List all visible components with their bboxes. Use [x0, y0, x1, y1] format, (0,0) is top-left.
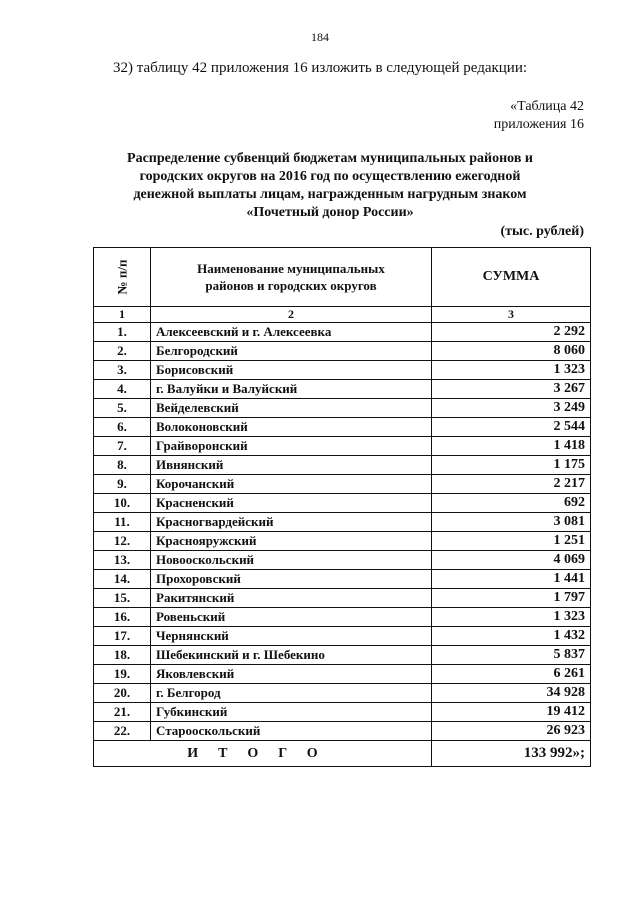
row-number: 13.	[94, 551, 151, 570]
row-name: Грайворонский	[151, 437, 432, 456]
row-value: 8 060	[432, 342, 591, 361]
column-number-1: 1	[94, 307, 151, 323]
row-value: 1 441	[432, 570, 591, 589]
row-number: 18.	[94, 646, 151, 665]
row-value: 3 249	[432, 399, 591, 418]
instruction-text: 32) таблицу 42 приложения 16 изложить в следующей редакции:	[112, 60, 528, 76]
title-line4: «Почетный донор России»	[246, 205, 414, 220]
row-number: 8.	[94, 456, 151, 475]
row-value: 5 837	[432, 646, 591, 665]
row-name: Губкинский	[151, 703, 432, 722]
row-value: 3 267	[432, 380, 591, 399]
table-row	[94, 399, 591, 418]
row-name: Прохоровский	[151, 570, 432, 589]
units-label: (тыс. рублей)	[500, 224, 584, 239]
row-number: 5.	[94, 399, 151, 418]
row-number: 1.	[94, 323, 151, 342]
row-name: г. Валуйки и Валуйский	[151, 380, 432, 399]
row-value: 4 069	[432, 551, 591, 570]
row-number: 16.	[94, 608, 151, 627]
row-name: Ивнянский	[151, 456, 432, 475]
subvention-table	[93, 247, 591, 767]
table-reference-line2: приложения 16	[493, 117, 584, 132]
row-number: 17.	[94, 627, 151, 646]
row-value: 2 292	[432, 323, 591, 342]
row-name: Яковлевский	[151, 665, 432, 684]
row-number: 21.	[94, 703, 151, 722]
row-name: Алексеевский и г. Алексеевка	[151, 323, 432, 342]
total-value: 133 992»;	[432, 741, 591, 767]
row-name: Борисовский	[151, 361, 432, 380]
row-number: 6.	[94, 418, 151, 437]
row-number: 11.	[94, 513, 151, 532]
table-row	[94, 513, 591, 532]
header-num-label: № п/п	[114, 259, 129, 295]
row-name: Краснояружский	[151, 532, 432, 551]
title-line1: Распределение субвенций бюджетам муниципальных районов и	[127, 151, 533, 166]
row-number: 19.	[94, 665, 151, 684]
table-row	[94, 684, 591, 703]
table-header-row	[94, 248, 591, 307]
row-number: 9.	[94, 475, 151, 494]
row-name: Чернянский	[151, 627, 432, 646]
row-name: Красногвардейский	[151, 513, 432, 532]
row-name: Старооскольский	[151, 722, 432, 741]
row-value: 1 323	[432, 361, 591, 380]
table-reference	[494, 98, 584, 134]
column-numbers-row	[94, 307, 591, 323]
row-value: 3 081	[432, 513, 591, 532]
row-number: 7.	[94, 437, 151, 456]
row-value: 6 261	[432, 665, 591, 684]
row-name: Белгородский	[151, 342, 432, 361]
column-number-3: 3	[432, 307, 591, 323]
table-row	[94, 703, 591, 722]
table-row	[94, 342, 591, 361]
row-value: 1 175	[432, 456, 591, 475]
row-name: Ровеньский	[151, 608, 432, 627]
header-sum: СУММА	[432, 248, 591, 307]
table-row	[94, 589, 591, 608]
row-name: Ракитянский	[151, 589, 432, 608]
row-number: 4.	[94, 380, 151, 399]
row-number: 3.	[94, 361, 151, 380]
row-name: Шебекинский и г. Шебекино	[151, 646, 432, 665]
row-value: 1 418	[432, 437, 591, 456]
row-value: 19 412	[432, 703, 591, 722]
row-value: 34 928	[432, 684, 591, 703]
table-row	[94, 418, 591, 437]
table-reference-line1: «Таблица 42	[510, 99, 584, 114]
total-label: ИТОГО	[94, 741, 432, 767]
row-number: 12.	[94, 532, 151, 551]
table-row	[94, 551, 591, 570]
header-name	[151, 248, 432, 307]
page-number: 184	[311, 30, 329, 44]
title-line2: городских округов на 2016 год по осуществлению ежегодной	[139, 169, 521, 184]
row-number: 20.	[94, 684, 151, 703]
table-row	[94, 380, 591, 399]
row-number: 15.	[94, 589, 151, 608]
header-name-line1: Наименование муниципальных	[197, 261, 385, 276]
row-value: 2 544	[432, 418, 591, 437]
table-row	[94, 494, 591, 513]
table-row	[94, 456, 591, 475]
table-row	[94, 437, 591, 456]
row-value: 1 797	[432, 589, 591, 608]
total-row	[94, 741, 591, 767]
row-name: Красненский	[151, 494, 432, 513]
row-name: Новооскольский	[151, 551, 432, 570]
table-row	[94, 722, 591, 741]
table-row	[94, 532, 591, 551]
table-row	[94, 665, 591, 684]
row-value: 1 323	[432, 608, 591, 627]
row-number: 10.	[94, 494, 151, 513]
row-value: 1 432	[432, 627, 591, 646]
row-number: 2.	[94, 342, 151, 361]
row-value: 26 923	[432, 722, 591, 741]
row-name: Волоконовский	[151, 418, 432, 437]
row-value: 1 251	[432, 532, 591, 551]
table-row	[94, 475, 591, 494]
table-row	[94, 608, 591, 627]
row-name: Вейделевский	[151, 399, 432, 418]
row-name: г. Белгород	[151, 684, 432, 703]
header-num	[94, 248, 151, 307]
row-number: 22.	[94, 722, 151, 741]
table-row	[94, 570, 591, 589]
row-name: Корочанский	[151, 475, 432, 494]
column-number-2: 2	[151, 307, 432, 323]
row-number: 14.	[94, 570, 151, 589]
table-row	[94, 646, 591, 665]
row-value: 692	[432, 494, 591, 513]
table-row	[94, 323, 591, 342]
header-name-line2: районов и городских округов	[205, 278, 377, 293]
table-row	[94, 627, 591, 646]
table-row	[94, 361, 591, 380]
title-line3: денежной выплаты лицам, награжденным нагрудным знаком	[133, 187, 527, 202]
document-title	[80, 150, 580, 222]
row-value: 2 217	[432, 475, 591, 494]
